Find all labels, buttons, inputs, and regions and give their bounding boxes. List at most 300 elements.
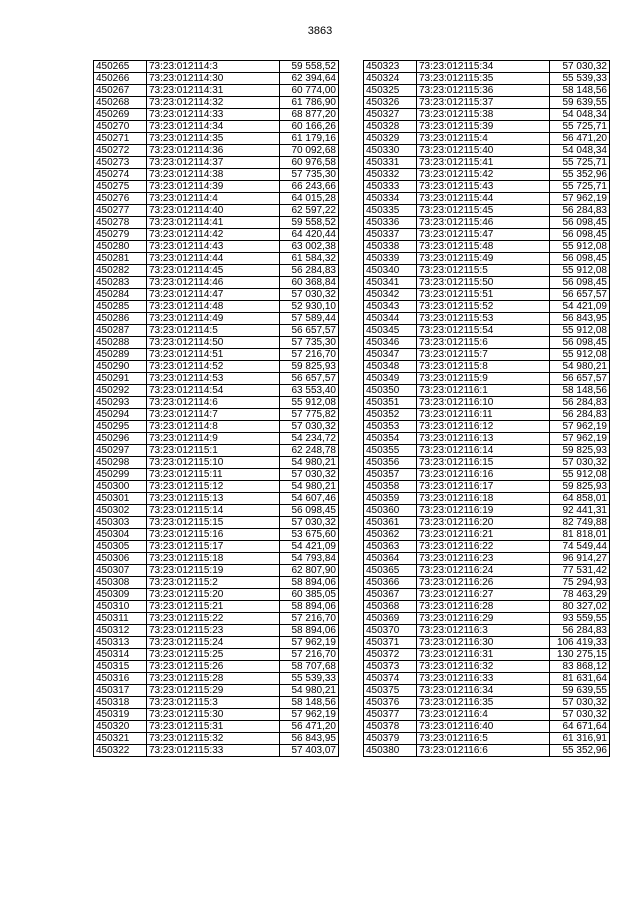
table-row	[94, 649, 339, 661]
record-number-cell: 450308	[94, 577, 147, 589]
record-number-cell: 450278	[94, 217, 147, 229]
cadastral-number-cell: 73:23:012115:41	[417, 157, 550, 169]
table-row	[364, 193, 610, 205]
record-number-cell: 450334	[364, 193, 417, 205]
page-number: 3863	[307, 25, 333, 37]
value-cell: 56 471,20	[550, 133, 610, 145]
table-row	[94, 613, 339, 625]
table-row	[94, 481, 339, 493]
value-cell: 92 441,31	[550, 505, 610, 517]
cadastral-number-cell: 73:23:012115:48	[417, 241, 550, 253]
record-number-cell: 450291	[94, 373, 147, 385]
value-cell: 59 558,52	[280, 61, 339, 73]
cadastral-number-cell: 73:23:012115:34	[417, 61, 550, 73]
value-cell: 66 243,66	[280, 181, 339, 193]
table-row	[94, 697, 339, 709]
cadastral-number-cell: 73:23:012116:16	[417, 469, 550, 481]
value-cell: 83 868,12	[550, 661, 610, 673]
value-cell: 57 030,32	[550, 457, 610, 469]
cadastral-number-cell: 73:23:012115:36	[417, 85, 550, 97]
value-cell: 57 030,32	[550, 61, 610, 73]
value-cell: 78 463,29	[550, 589, 610, 601]
value-cell: 58 707,68	[280, 661, 339, 673]
table-row	[94, 193, 339, 205]
record-number-cell: 450302	[94, 505, 147, 517]
cadastral-number-cell: 73:23:012114:39	[147, 181, 280, 193]
record-number-cell: 450315	[94, 661, 147, 673]
record-number-cell: 450287	[94, 325, 147, 337]
value-cell: 56 098,45	[550, 229, 610, 241]
value-cell: 58 148,56	[280, 697, 339, 709]
value-cell: 56 284,83	[550, 397, 610, 409]
record-number-cell: 450362	[364, 529, 417, 541]
cadastral-number-cell: 73:23:012115:32	[147, 733, 280, 745]
table-row	[94, 205, 339, 217]
record-number-cell: 450268	[94, 97, 147, 109]
table-row	[94, 265, 339, 277]
table-row	[94, 685, 339, 697]
table-row	[94, 109, 339, 121]
cadastral-number-cell: 73:23:012114:8	[147, 421, 280, 433]
table-row	[364, 169, 610, 181]
record-number-cell: 450321	[94, 733, 147, 745]
value-cell: 56 843,95	[550, 313, 610, 325]
cadastral-number-cell: 73:23:012116:21	[417, 529, 550, 541]
record-number-cell: 450324	[364, 73, 417, 85]
value-cell: 63 553,40	[280, 385, 339, 397]
table-row	[94, 457, 339, 469]
cadastral-number-cell: 73:23:012116:33	[417, 673, 550, 685]
table-row	[94, 85, 339, 97]
record-number-cell: 450267	[94, 85, 147, 97]
record-number-cell: 450314	[94, 649, 147, 661]
record-number-cell: 450366	[364, 577, 417, 589]
record-number-cell: 450353	[364, 421, 417, 433]
record-number-cell: 450275	[94, 181, 147, 193]
value-cell: 77 531,42	[550, 565, 610, 577]
value-cell: 60 166,26	[280, 121, 339, 133]
cadastral-number-cell: 73:23:012115:22	[147, 613, 280, 625]
cadastral-number-cell: 73:23:012116:23	[417, 553, 550, 565]
record-number-cell: 450285	[94, 301, 147, 313]
record-number-cell: 450301	[94, 493, 147, 505]
cadastral-number-cell: 73:23:012114:36	[147, 145, 280, 157]
value-cell: 55 912,08	[550, 349, 610, 361]
value-cell: 58 148,56	[550, 385, 610, 397]
record-number-cell: 450281	[94, 253, 147, 265]
value-cell: 55 352,96	[550, 169, 610, 181]
cadastral-number-cell: 73:23:012114:9	[147, 433, 280, 445]
record-number-cell: 450276	[94, 193, 147, 205]
table-row	[364, 121, 610, 133]
record-number-cell: 450343	[364, 301, 417, 313]
cadastral-number-cell: 73:23:012115:3	[147, 697, 280, 709]
table-row	[364, 481, 610, 493]
cadastral-number-cell: 73:23:012115:13	[147, 493, 280, 505]
record-number-cell: 450342	[364, 289, 417, 301]
record-number-cell: 450335	[364, 205, 417, 217]
cadastral-number-cell: 73:23:012114:44	[147, 253, 280, 265]
table-row	[364, 61, 610, 73]
cadastral-number-cell: 73:23:012114:3	[147, 61, 280, 73]
value-cell: 56 657,57	[280, 373, 339, 385]
value-cell: 56 471,20	[280, 721, 339, 733]
table-row	[94, 217, 339, 229]
cadastral-number-cell: 73:23:012116:1	[417, 385, 550, 397]
cadastral-number-cell: 73:23:012115:52	[417, 301, 550, 313]
table-row	[364, 337, 610, 349]
cadastral-number-cell: 73:23:012116:19	[417, 505, 550, 517]
record-number-cell: 450375	[364, 685, 417, 697]
cadastral-number-cell: 73:23:012116:35	[417, 697, 550, 709]
cadastral-number-cell: 73:23:012116:10	[417, 397, 550, 409]
table-row	[94, 433, 339, 445]
value-cell: 63 002,38	[280, 241, 339, 253]
cadastral-number-cell: 73:23:012115:12	[147, 481, 280, 493]
value-cell: 64 858,01	[550, 493, 610, 505]
record-number-cell: 450363	[364, 541, 417, 553]
value-cell: 54 793,84	[280, 553, 339, 565]
cadastral-number-cell: 73:23:012115:37	[417, 97, 550, 109]
value-cell: 56 284,83	[550, 409, 610, 421]
value-cell: 70 092,68	[280, 145, 339, 157]
value-cell: 56 098,45	[550, 253, 610, 265]
value-cell: 54 980,21	[280, 457, 339, 469]
cadastral-number-cell: 73:23:012115:17	[147, 541, 280, 553]
value-cell: 56 284,83	[280, 265, 339, 277]
table-row	[94, 61, 339, 73]
table-row	[364, 661, 610, 673]
table-row	[364, 133, 610, 145]
cadastral-number-cell: 73:23:012114:35	[147, 133, 280, 145]
record-number-cell: 450346	[364, 337, 417, 349]
table-row	[364, 625, 610, 637]
record-number-cell: 450347	[364, 349, 417, 361]
value-cell: 74 549,44	[550, 541, 610, 553]
table-row	[94, 505, 339, 517]
cadastral-number-cell: 73:23:012116:34	[417, 685, 550, 697]
table-row	[364, 361, 610, 373]
cadastral-number-cell: 73:23:012114:48	[147, 301, 280, 313]
record-number-cell: 450313	[94, 637, 147, 649]
record-number-cell: 450298	[94, 457, 147, 469]
record-number-cell: 450328	[364, 121, 417, 133]
record-number-cell: 450266	[94, 73, 147, 85]
value-cell: 57 589,44	[280, 313, 339, 325]
record-number-cell: 450317	[94, 685, 147, 697]
cadastral-number-cell: 73:23:012116:32	[417, 661, 550, 673]
cadastral-number-cell: 73:23:012114:37	[147, 157, 280, 169]
cadastral-number-cell: 73:23:012115:31	[147, 721, 280, 733]
table-row	[364, 253, 610, 265]
table-row	[364, 457, 610, 469]
record-number-cell: 450296	[94, 433, 147, 445]
table-row	[364, 313, 610, 325]
table-row	[364, 241, 610, 253]
cadastral-number-cell: 73:23:012114:32	[147, 97, 280, 109]
value-cell: 52 930,10	[280, 301, 339, 313]
value-cell: 81 631,64	[550, 673, 610, 685]
cadastral-number-cell: 73:23:012115:47	[417, 229, 550, 241]
record-number-cell: 450292	[94, 385, 147, 397]
value-cell: 64 420,44	[280, 229, 339, 241]
table-row	[364, 601, 610, 613]
value-cell: 54 421,09	[280, 541, 339, 553]
record-number-cell: 450300	[94, 481, 147, 493]
table-row	[94, 121, 339, 133]
value-cell: 56 843,95	[280, 733, 339, 745]
table-row	[94, 445, 339, 457]
record-number-cell: 450305	[94, 541, 147, 553]
value-cell: 57 030,32	[280, 289, 339, 301]
record-number-cell: 450369	[364, 613, 417, 625]
record-number-cell: 450350	[364, 385, 417, 397]
registry-table-left	[93, 60, 339, 757]
cadastral-number-cell: 73:23:012116:13	[417, 433, 550, 445]
cadastral-number-cell: 73:23:012115:24	[147, 637, 280, 649]
cadastral-number-cell: 73:23:012115:33	[147, 745, 280, 757]
table-row	[94, 541, 339, 553]
cadastral-number-cell: 73:23:012115:44	[417, 193, 550, 205]
table-row	[364, 397, 610, 409]
cadastral-number-cell: 73:23:012115:29	[147, 685, 280, 697]
cadastral-number-cell: 73:23:012115:11	[147, 469, 280, 481]
value-cell: 75 294,93	[550, 577, 610, 589]
record-number-cell: 450311	[94, 613, 147, 625]
value-cell: 81 818,01	[550, 529, 610, 541]
table-row	[364, 697, 610, 709]
table-row	[94, 553, 339, 565]
table-row	[364, 493, 610, 505]
record-number-cell: 450358	[364, 481, 417, 493]
record-number-cell: 450360	[364, 505, 417, 517]
cadastral-number-cell: 73:23:012115:53	[417, 313, 550, 325]
value-cell: 57 962,19	[550, 193, 610, 205]
table-row	[364, 565, 610, 577]
cadastral-number-cell: 73:23:012115:40	[417, 145, 550, 157]
cadastral-number-cell: 73:23:012115:46	[417, 217, 550, 229]
value-cell: 54 048,34	[550, 145, 610, 157]
value-cell: 59 558,52	[280, 217, 339, 229]
cadastral-number-cell: 73:23:012115:16	[147, 529, 280, 541]
value-cell: 62 597,22	[280, 205, 339, 217]
cadastral-number-cell: 73:23:012115:28	[147, 673, 280, 685]
table-row	[364, 277, 610, 289]
cadastral-number-cell: 73:23:012114:30	[147, 73, 280, 85]
table-row	[94, 349, 339, 361]
value-cell: 60 368,84	[280, 277, 339, 289]
value-cell: 59 825,93	[550, 445, 610, 457]
record-number-cell: 450345	[364, 325, 417, 337]
record-number-cell: 450351	[364, 397, 417, 409]
table-row	[364, 217, 610, 229]
cadastral-number-cell: 73:23:012114:33	[147, 109, 280, 121]
cadastral-number-cell: 73:23:012116:29	[417, 613, 550, 625]
table-row	[364, 685, 610, 697]
cadastral-number-cell: 73:23:012115:25	[147, 649, 280, 661]
value-cell: 58 148,56	[550, 85, 610, 97]
cadastral-number-cell: 73:23:012114:31	[147, 85, 280, 97]
table-row	[94, 637, 339, 649]
value-cell: 130 275,15	[550, 649, 610, 661]
table-row	[94, 493, 339, 505]
record-number-cell: 450273	[94, 157, 147, 169]
cadastral-number-cell: 73:23:012115:43	[417, 181, 550, 193]
value-cell: 57 775,82	[280, 409, 339, 421]
value-cell: 55 352,96	[550, 745, 610, 757]
record-number-cell: 450280	[94, 241, 147, 253]
record-number-cell: 450297	[94, 445, 147, 457]
cadastral-number-cell: 73:23:012115:10	[147, 457, 280, 469]
cadastral-number-cell: 73:23:012115:18	[147, 553, 280, 565]
value-cell: 58 894,06	[280, 577, 339, 589]
cadastral-number-cell: 73:23:012115:4	[417, 133, 550, 145]
table-row	[94, 517, 339, 529]
cadastral-number-cell: 73:23:012115:30	[147, 709, 280, 721]
value-cell: 56 284,83	[550, 205, 610, 217]
value-cell: 55 912,08	[550, 325, 610, 337]
cadastral-number-cell: 73:23:012114:4	[147, 193, 280, 205]
table-row	[364, 145, 610, 157]
table-row	[364, 205, 610, 217]
table-row	[94, 169, 339, 181]
value-cell: 55 539,33	[280, 673, 339, 685]
value-cell: 61 786,90	[280, 97, 339, 109]
record-number-cell: 450312	[94, 625, 147, 637]
value-cell: 57 962,19	[550, 433, 610, 445]
value-cell: 57 030,32	[280, 421, 339, 433]
value-cell: 56 098,45	[280, 505, 339, 517]
record-number-cell: 450361	[364, 517, 417, 529]
table-row	[364, 613, 610, 625]
table-row	[94, 277, 339, 289]
table-row	[364, 733, 610, 745]
table-row	[94, 325, 339, 337]
cadastral-number-cell: 73:23:012116:18	[417, 493, 550, 505]
table-row	[94, 385, 339, 397]
table-row	[94, 157, 339, 169]
cadastral-number-cell: 73:23:012115:50	[417, 277, 550, 289]
table-row	[94, 397, 339, 409]
record-number-cell: 450272	[94, 145, 147, 157]
record-number-cell: 450378	[364, 721, 417, 733]
table-row	[364, 745, 610, 757]
record-number-cell: 450265	[94, 61, 147, 73]
value-cell: 59 825,93	[280, 361, 339, 373]
record-number-cell: 450368	[364, 601, 417, 613]
table-row	[94, 229, 339, 241]
cadastral-number-cell: 73:23:012115:26	[147, 661, 280, 673]
record-number-cell: 450290	[94, 361, 147, 373]
value-cell: 54 421,09	[550, 301, 610, 313]
record-number-cell: 450326	[364, 97, 417, 109]
record-number-cell: 450374	[364, 673, 417, 685]
table-row	[364, 433, 610, 445]
value-cell: 54 607,46	[280, 493, 339, 505]
record-number-cell: 450354	[364, 433, 417, 445]
record-number-cell: 450337	[364, 229, 417, 241]
cadastral-number-cell: 73:23:012116:31	[417, 649, 550, 661]
table-row	[94, 661, 339, 673]
record-number-cell: 450277	[94, 205, 147, 217]
table-row	[94, 577, 339, 589]
cadastral-number-cell: 73:23:012114:51	[147, 349, 280, 361]
cadastral-number-cell: 73:23:012115:2	[147, 577, 280, 589]
table-row	[364, 529, 610, 541]
value-cell: 57 962,19	[280, 637, 339, 649]
cadastral-number-cell: 73:23:012115:35	[417, 73, 550, 85]
cadastral-number-cell: 73:23:012116:14	[417, 445, 550, 457]
value-cell: 60 976,58	[280, 157, 339, 169]
value-cell: 57 030,32	[280, 517, 339, 529]
record-number-cell: 450320	[94, 721, 147, 733]
table-row	[364, 229, 610, 241]
value-cell: 55 725,71	[550, 157, 610, 169]
record-number-cell: 450310	[94, 601, 147, 613]
record-number-cell: 450325	[364, 85, 417, 97]
value-cell: 93 559,55	[550, 613, 610, 625]
record-number-cell: 450288	[94, 337, 147, 349]
cadastral-number-cell: 73:23:012114:50	[147, 337, 280, 349]
registry-table-right	[363, 60, 610, 757]
record-number-cell: 450307	[94, 565, 147, 577]
cadastral-number-cell: 73:23:012116:4	[417, 709, 550, 721]
record-number-cell: 450331	[364, 157, 417, 169]
value-cell: 61 316,91	[550, 733, 610, 745]
record-number-cell: 450309	[94, 589, 147, 601]
cadastral-number-cell: 73:23:012115:15	[147, 517, 280, 529]
value-cell: 57 962,19	[550, 421, 610, 433]
record-number-cell: 450316	[94, 673, 147, 685]
table-row	[364, 385, 610, 397]
table-row	[94, 565, 339, 577]
table-row	[94, 733, 339, 745]
table-row	[364, 505, 610, 517]
record-number-cell: 450373	[364, 661, 417, 673]
cadastral-number-cell: 73:23:012114:43	[147, 241, 280, 253]
value-cell: 55 725,71	[550, 181, 610, 193]
value-cell: 57 030,32	[550, 709, 610, 721]
value-cell: 56 098,45	[550, 217, 610, 229]
value-cell: 56 657,57	[280, 325, 339, 337]
value-cell: 57 030,32	[550, 697, 610, 709]
value-cell: 60 774,00	[280, 85, 339, 97]
value-cell: 55 539,33	[550, 73, 610, 85]
table-row	[94, 673, 339, 685]
cadastral-number-cell: 73:23:012114:40	[147, 205, 280, 217]
record-number-cell: 450364	[364, 553, 417, 565]
cadastral-number-cell: 73:23:012116:24	[417, 565, 550, 577]
cadastral-number-cell: 73:23:012115:19	[147, 565, 280, 577]
table-row	[94, 469, 339, 481]
record-number-cell: 450338	[364, 241, 417, 253]
table-row	[94, 73, 339, 85]
record-number-cell: 450352	[364, 409, 417, 421]
cadastral-number-cell: 73:23:012114:6	[147, 397, 280, 409]
cadastral-number-cell: 73:23:012115:20	[147, 589, 280, 601]
value-cell: 56 098,45	[550, 337, 610, 349]
cadastral-number-cell: 73:23:012116:30	[417, 637, 550, 649]
value-cell: 58 894,06	[280, 625, 339, 637]
record-number-cell: 450357	[364, 469, 417, 481]
cadastral-number-cell: 73:23:012116:17	[417, 481, 550, 493]
value-cell: 80 327,02	[550, 601, 610, 613]
table-row	[94, 313, 339, 325]
cadastral-number-cell: 73:23:012114:38	[147, 169, 280, 181]
record-number-cell: 450282	[94, 265, 147, 277]
cadastral-number-cell: 73:23:012115:5	[417, 265, 550, 277]
table-row	[94, 361, 339, 373]
